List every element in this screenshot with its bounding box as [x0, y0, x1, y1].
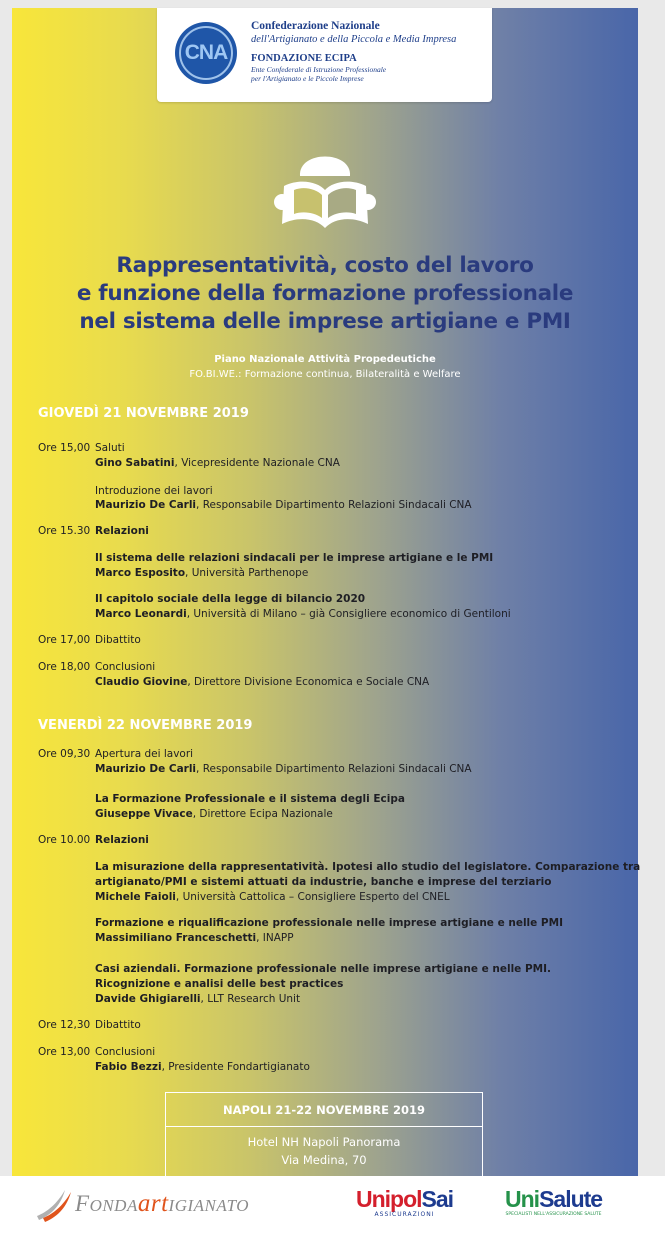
- speaker-name: Massimiliano Franceschetti: [95, 932, 257, 944]
- day1-s5-time: Ore 18,00: [38, 661, 91, 673]
- venue-name: Hotel NH Napoli Panorama: [247, 1135, 401, 1149]
- day1-s3b-title: [95, 593, 365, 605]
- fondartigianato-wordmark: [75, 1190, 249, 1218]
- day2-s5-speaker: [95, 1061, 310, 1073]
- day2-s5-label: Conclusioni: [95, 1046, 156, 1058]
- unisalute-logo: [505, 1186, 602, 1217]
- session-label: Relazioni: [95, 525, 149, 537]
- fondartigianato-swoosh-icon: [35, 1186, 73, 1222]
- speaker-name: Marco Esposito: [95, 567, 186, 579]
- talk-title: Casi aziendali. Formazione professionale nelle imprese artigiane e nelle PMI.: [95, 963, 551, 975]
- header-text: [251, 20, 456, 83]
- title-line-3: nel sistema delle imprese artigiane e PMI: [79, 309, 571, 334]
- cna-logo-text: CNA: [184, 41, 228, 64]
- day2-s3a-speaker: [95, 891, 450, 903]
- speaker-role: , Responsabile Dipartimento Relazioni Sindacali CNA: [196, 763, 472, 775]
- day1-s1-speaker: [95, 457, 340, 469]
- foundation-desc-1: Ente Confederale di Istruzione Professionale: [251, 65, 387, 74]
- title-line-1: Rappresentatività, costo del lavoro: [116, 253, 534, 278]
- speaker-role: , Università Cattolica – Consigliere Esperto del CNEL: [175, 891, 450, 903]
- unisalute-tagline: SPECIALISTI NELL'ASSICURAZIONE SALUTE: [505, 1212, 602, 1217]
- fondartigianato-logo: [35, 1184, 249, 1224]
- speaker-role: , Università Parthenope: [185, 567, 309, 579]
- day2-s3c-speaker: [95, 993, 300, 1005]
- day2-s3c-title-1: [95, 963, 551, 975]
- day2-s3c-title-2: [95, 978, 343, 990]
- foundation-name: FONDAZIONE ECIPA: [251, 53, 357, 64]
- event-date: NAPOLI 21-22 NOVEMBRE 2019: [166, 1093, 482, 1127]
- header-card: [157, 8, 492, 102]
- speaker-role: , Vicepresidente Nazionale CNA: [174, 457, 340, 469]
- day1-s1-time: Ore 15,00: [38, 442, 91, 454]
- day1-s2-label: Introduzione dei lavori: [95, 485, 213, 497]
- speaker-name: Michele Faioli: [95, 891, 176, 903]
- talk-title: Il sistema delle relazioni sindacali per le imprese artigiane e le PMI: [95, 552, 494, 564]
- day2-heading: VENERDÌ 22 NOVEMBRE 2019: [38, 718, 253, 733]
- fond-part: art: [137, 1190, 169, 1217]
- day1-s4-time: Ore 17,00: [38, 634, 91, 646]
- fond-part: ONDA: [89, 1196, 138, 1215]
- day1-s3a-title: [95, 552, 493, 564]
- speaker-role: , Direttore Divisione Economica e Sociale CNA: [187, 676, 430, 688]
- day2-s2-speaker: [95, 808, 333, 820]
- day1-s2-speaker: [95, 499, 472, 511]
- day1-s5-label: Conclusioni: [95, 661, 156, 673]
- reading-person-icon: [270, 132, 380, 232]
- speaker-name: Giuseppe Vivace: [95, 808, 193, 820]
- unipol-part: Sai: [421, 1186, 454, 1212]
- day2-s1-speaker: [95, 763, 472, 775]
- day1-s5-speaker: [95, 676, 429, 688]
- unipol-part: Unipol: [356, 1186, 422, 1212]
- org-subname: dell'Artigianato e della Piccola e Media Impresa: [251, 34, 457, 45]
- day1-s3-label: [95, 525, 149, 537]
- speaker-name: Maurizio De Carli: [95, 763, 197, 775]
- speaker-role: , Presidente Fondartigianato: [161, 1061, 310, 1073]
- day1-s3b-speaker: [95, 608, 511, 620]
- day1-s3-time: Ore 15.30: [38, 525, 91, 537]
- day1-heading: GIOVEDÌ 21 NOVEMBRE 2019: [38, 406, 249, 421]
- subtitle-fobiwe: FO.BI.WE.: Formazione continua, Bilateralità e Welfare: [189, 369, 461, 380]
- unisal-part: Salute: [539, 1186, 603, 1212]
- unipolsai-wordmark: [356, 1186, 453, 1213]
- unipolsai-logo: [356, 1186, 453, 1218]
- venue-address: Via Medina, 70: [281, 1153, 367, 1167]
- speaker-name: Claudio Giovine: [95, 676, 188, 688]
- day1-s3a-speaker: [95, 567, 308, 579]
- speaker-name: Maurizio De Carli: [95, 499, 197, 511]
- day1-s1-label: Saluti: [95, 442, 125, 454]
- day2-s5-time: Ore 13,00: [38, 1046, 91, 1058]
- main-title: [12, 252, 638, 336]
- speaker-name: Gino Sabatini: [95, 457, 175, 469]
- day2-s3a-title-2: [95, 876, 551, 888]
- unisalute-wordmark: [505, 1186, 602, 1213]
- speaker-role: , Università di Milano – già Consigliere economico di Gentiloni: [186, 608, 511, 620]
- talk-title: Il capitolo sociale della legge di bilancio 2020: [95, 593, 366, 605]
- talk-title: Formazione e riqualificazione professionale nelle imprese artigiane e nelle PMI: [95, 917, 563, 929]
- title-line-2: e funzione della formazione professionale: [76, 281, 574, 306]
- cna-logo: [175, 22, 237, 84]
- talk-title: artigianato/PMI e sistemi attuati da industrie, banche e imprese del terziario: [95, 876, 552, 888]
- foundation-desc-2: per l'Artigianato e le Piccole Imprese: [251, 74, 364, 83]
- unipolsai-tagline: ASSICURAZIONI: [374, 1211, 435, 1218]
- talk-title: La Formazione Professionale e il sistema degli Ecipa: [95, 793, 405, 805]
- speaker-name: Davide Ghigiarelli: [95, 993, 201, 1005]
- day2-s1-label: Apertura dei lavori: [95, 748, 194, 760]
- speaker-name: Marco Leonardi: [95, 608, 187, 620]
- day2-s4-label: Dibattito: [95, 1019, 141, 1031]
- venue-box: [165, 1092, 483, 1178]
- talk-title: La misurazione della rappresentatività. Ipotesi allo studio del legislatore. Comparazione tra: [95, 861, 641, 873]
- talk-title: Ricognizione e analisi delle best practices: [95, 978, 344, 990]
- day2-s3-label: [95, 834, 149, 846]
- subtitle-plan: Piano Nazionale Attività Propedeutiche: [214, 354, 436, 365]
- fond-part: IGIANATO: [168, 1196, 250, 1215]
- fond-part: F: [75, 1191, 90, 1216]
- day2-s1-time: Ore 09,30: [38, 748, 91, 760]
- day2-s3b-speaker: [95, 932, 294, 944]
- speaker-role: , Responsabile Dipartimento Relazioni Sindacali CNA: [196, 499, 472, 511]
- speaker-role: , Direttore Ecipa Nazionale: [192, 808, 333, 820]
- speaker-role: , LLT Research Unit: [200, 993, 301, 1005]
- day2-s3a-title-1: [95, 861, 640, 873]
- speaker-role: , INAPP: [256, 932, 294, 944]
- day2-s2-title: [95, 793, 405, 805]
- day2-s3b-title: [95, 917, 563, 929]
- speaker-name: Fabio Bezzi: [95, 1061, 162, 1073]
- day2-s3-time: Ore 10.00: [38, 834, 91, 846]
- unisal-part: Uni: [505, 1186, 540, 1212]
- day2-s4-time: Ore 12,30: [38, 1019, 91, 1031]
- day1-s4-label: Dibattito: [95, 634, 141, 646]
- session-label: Relazioni: [95, 834, 149, 846]
- org-name: Confederazione Nazionale: [251, 20, 380, 32]
